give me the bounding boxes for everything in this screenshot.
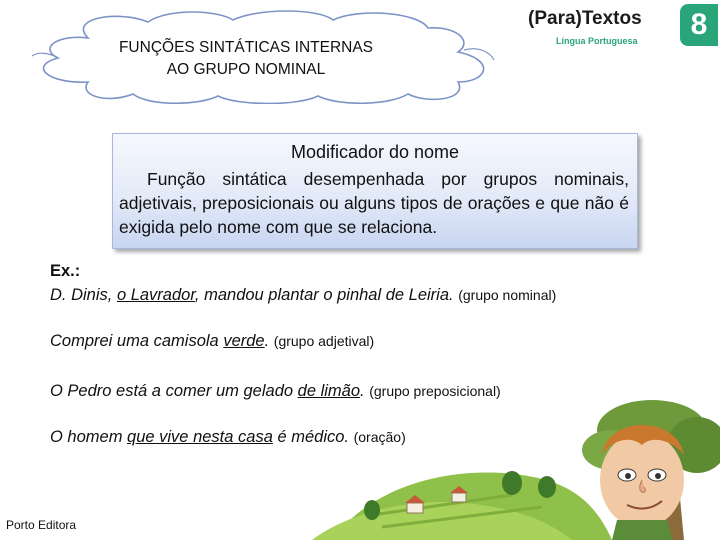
example-text: D. Dinis,	[50, 286, 117, 304]
example-highlight: de limão	[297, 382, 361, 400]
grade-badge: 8	[680, 4, 718, 46]
house	[407, 503, 423, 513]
house	[452, 493, 466, 502]
countryside-illustration	[312, 395, 720, 540]
example-text: .	[264, 332, 270, 350]
example-text: .	[360, 382, 365, 400]
example-note: (grupo nominal)	[458, 287, 557, 303]
example-note: (oração)	[353, 429, 406, 445]
title-line-1: FUNÇÕES SINTÁTICAS INTERNAS	[118, 39, 374, 56]
title-line-2: AO GRUPO NOMINAL	[166, 61, 326, 78]
example-highlight: que vive nesta casa	[127, 428, 273, 446]
publisher-label: Porto Editora	[6, 518, 77, 532]
example-text: O homem	[50, 428, 128, 446]
character-shirt	[612, 520, 672, 540]
brand-subtitle: Língua Portuguesa	[556, 36, 638, 46]
brand-name: (Para)Textos	[528, 8, 642, 29]
example-text: Comprei uma camisola	[50, 332, 224, 350]
page-title	[96, 37, 396, 81]
example-2	[50, 332, 374, 351]
example-text: é médico.	[272, 428, 349, 446]
definition-title: Modificador do nome	[290, 142, 460, 162]
example-note: (grupo preposicional)	[369, 383, 501, 399]
example-note: (grupo adjetival)	[273, 333, 375, 349]
example-highlight: verde	[223, 332, 265, 350]
example-1	[50, 286, 556, 305]
definition-body: Função sintática desempenhada por grupos nominais, adjetivais, preposicionais ou alguns tipos de orações e que não é exigida pelo nome com que se relaciona.	[119, 169, 629, 237]
definition-box	[112, 133, 638, 249]
example-text: O Pedro está a comer um gelado	[50, 382, 298, 400]
examples-label: Ex.:	[50, 262, 81, 280]
example-highlight: o Lavrador	[116, 286, 195, 304]
example-text: , mandou plantar o pinhal de Leiria.	[194, 286, 454, 304]
